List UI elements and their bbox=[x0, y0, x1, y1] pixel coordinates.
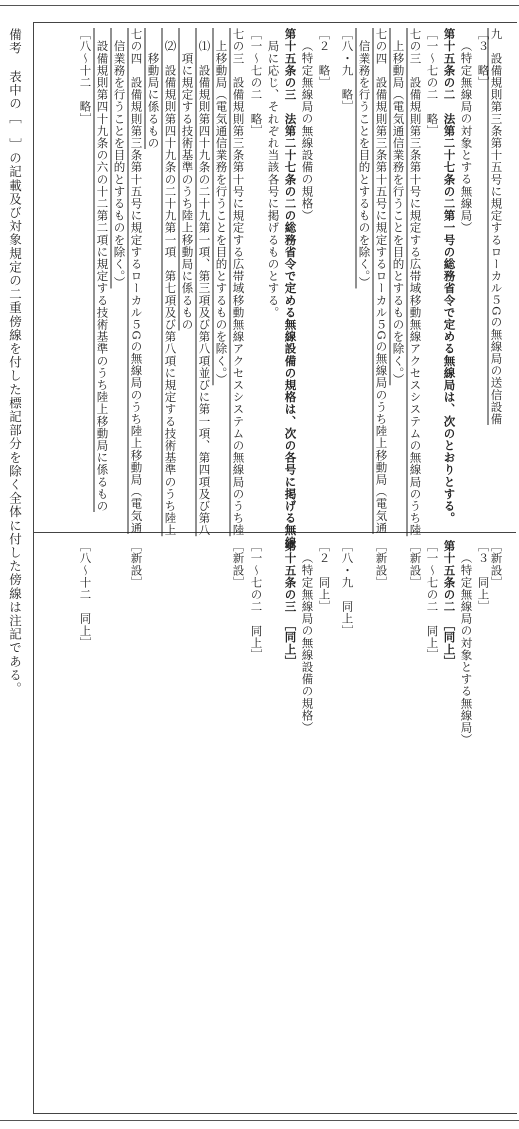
provision-line: ［新設］ bbox=[129, 540, 144, 589]
provision-line: 七の四 設備規則第三条第十五号に規定するローカル５Gの無線局のうち陸上移動局（電気通 bbox=[374, 28, 389, 534]
provision-line: ［新設］ bbox=[374, 540, 389, 589]
provision-line: ［八・九 同上］ bbox=[340, 540, 355, 637]
article-caption: （特定無線局の無線設備の規格） bbox=[300, 552, 315, 734]
article-caption: （特定無線局の無線設備の規格） bbox=[300, 40, 315, 222]
provision-line: ［２ 同上］ bbox=[317, 540, 332, 613]
article-heading: 第十五条の三 ［同上］ bbox=[283, 540, 298, 668]
provision-line: 設備規則第四十九条の六の十二第二項に規定する技術基準のうち陸上移動局に係るもの bbox=[95, 28, 110, 512]
provision-line: ［３ 略］ bbox=[476, 28, 491, 89]
provision-line: 七の四 設備規則第三条第十五号に規定するローカル５Gの無線局のうち陸上移動局（電気通 bbox=[129, 28, 144, 534]
article-heading: 第十五条の二 ［同上］ bbox=[442, 540, 457, 668]
provision-line: 七の三 設備規則第三条第十号に規定する広帯域移動無線アクセスシステムの無線局のうち陸 bbox=[408, 28, 423, 537]
provision-line: 上移動局（電気通信業務を行うことを目的とするものを除く。） bbox=[391, 28, 406, 386]
provision-line: ［一～七の二 略］ bbox=[249, 28, 264, 137]
provision-line: ［新設］ bbox=[231, 540, 246, 589]
provision-line: ⑴ 設備規則第四十九条の二十九第一項、第三項及び第八項並びに第一項、第四項及び第八 bbox=[197, 28, 212, 537]
provision-line: ［一～七の二 同上］ bbox=[425, 540, 440, 661]
provision-line: 局に応じ、それぞれ当該各号に掲げるものとする。 bbox=[266, 28, 281, 319]
article-heading: 第十五条の二 法第二十七条の二第一号の総務省令で定める無線局は、次のとおりとする。 bbox=[442, 28, 457, 525]
provision-line: 九 設備規則第三条第十五号に規定するローカル５Gの無線局の送信設備 bbox=[489, 28, 504, 425]
provision-line: ［３ 同上］ bbox=[476, 540, 491, 613]
article-caption: （特定無線局の対象とする無線局） bbox=[459, 40, 474, 234]
provision-line: ［新設］ bbox=[408, 540, 423, 589]
provision-line: 七の三 設備規則第三条第十号に規定する広帯域移動無線アクセスシステムの無線局のうち陸 bbox=[231, 28, 246, 537]
provision-line: ⑵ 設備規則第四十九条の二十九第一項 第七項及び第八項に規定する技術基準のうち陸上 bbox=[163, 28, 178, 537]
provision-line: 上移動局（電気通信業務を行うことを目的とするものを除く。） bbox=[214, 28, 229, 386]
note-text: 表中の［ ］の記載及び対象規定の二重傍線を付した標記部分を除く全体に付した傍線は注記である。 bbox=[7, 70, 23, 696]
article-caption: （特定無線局の対象とする無線局） bbox=[459, 552, 474, 746]
provision-line: ［新設］ bbox=[489, 540, 504, 589]
provision-line: ［２ 略］ bbox=[317, 28, 332, 89]
provision-line: ［一～七の二 同上］ bbox=[249, 540, 264, 661]
note-label: 備考 bbox=[7, 28, 23, 56]
provision-line: ［八・九 略］ bbox=[340, 28, 355, 113]
provision-line: ［一～七の二 略］ bbox=[425, 28, 440, 137]
provision-line: ［八～十二 略］ bbox=[78, 28, 93, 125]
provision-line: 項に規定する技術基準のうち陸上移動局に係るもの bbox=[180, 28, 195, 331]
provision-line: ［八～十二 同上］ bbox=[78, 540, 93, 649]
article-heading: 第十五条の三 法第二十七条の二の総務省令で定める無線設備の規格は、次の各号に掲げる無線 bbox=[283, 28, 298, 549]
provision-line: 信業務を行うことを目的とするものを除く。） bbox=[112, 28, 127, 289]
provision-line: 信業務を行うことを目的とするものを除く。） bbox=[357, 28, 372, 289]
provision-line: 移動局に係るもの bbox=[146, 28, 161, 149]
